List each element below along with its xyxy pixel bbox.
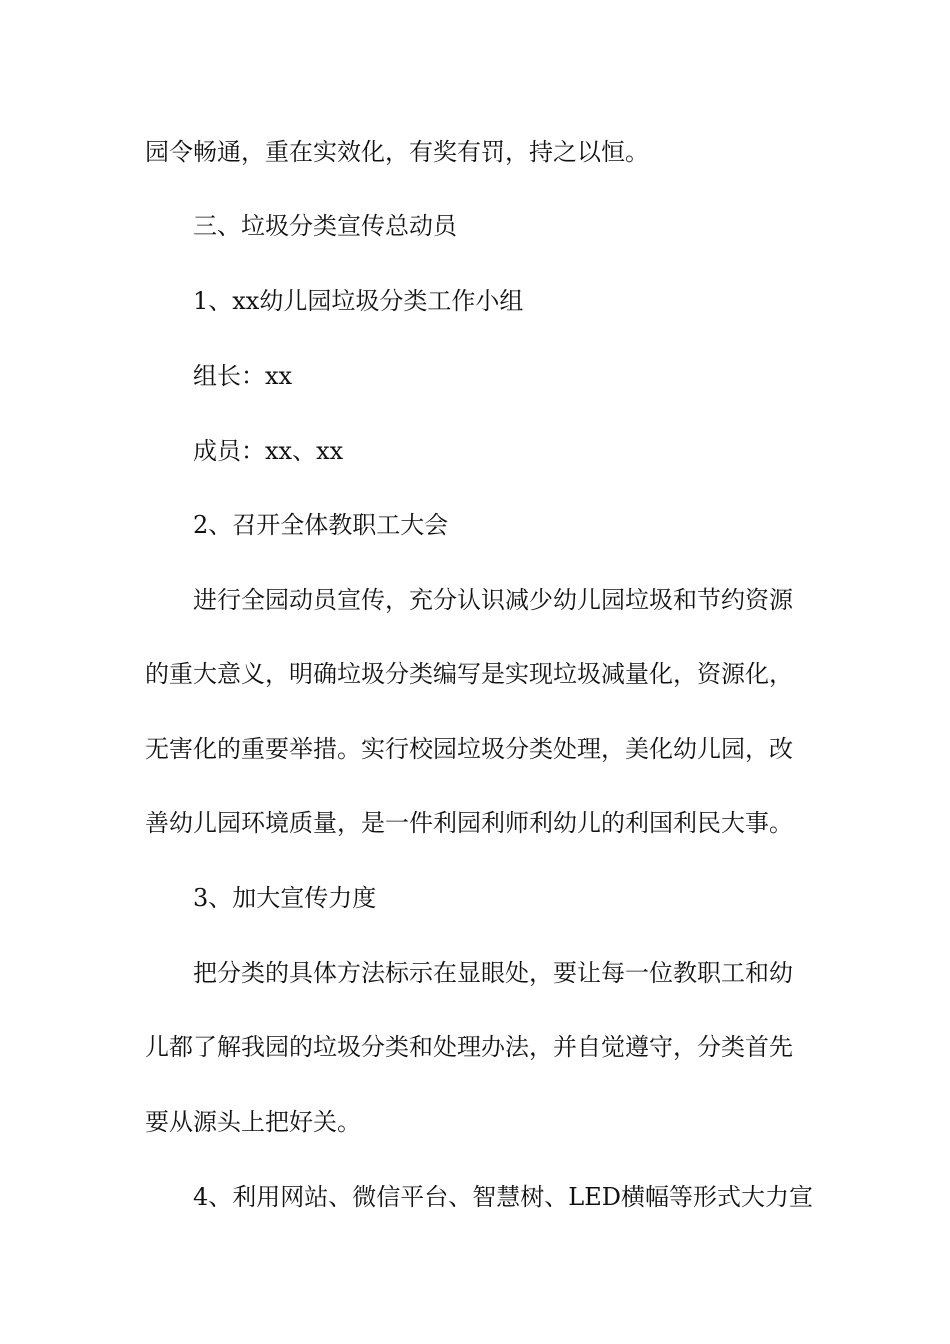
subsection-heading: 1、xx幼儿园垃圾分类工作小组 <box>193 287 524 315</box>
paragraph-line: 成员：xx、xx <box>193 437 344 465</box>
paragraph-line: 把分类的具体方法标示在显眼处，要让每一位教职工和幼 <box>193 959 793 987</box>
subsection-heading: 4、利用网站、微信平台、智慧树、LED横幅等形式大力宣 <box>193 1183 813 1211</box>
subsection-heading: 2、召开全体教职工大会 <box>193 511 449 539</box>
section-heading: 三、垃圾分类宣传总动员 <box>193 212 457 240</box>
paragraph-line: 的重大意义，明确垃圾分类编写是实现垃圾减量化，资源化， <box>145 660 793 688</box>
paragraph-line: 园令畅通，重在实效化，有奖有罚，持之以恒。 <box>145 138 649 166</box>
paragraph-line: 组长：xx <box>193 362 293 390</box>
paragraph-line: 要从源头上把好关。 <box>145 1108 361 1136</box>
subsection-heading: 3、加大宣传力度 <box>193 884 377 912</box>
paragraph-line: 儿都了解我园的垃圾分类和处理办法，并自觉遵守，分类首先 <box>145 1033 793 1061</box>
paragraph-line: 无害化的重要举措。实行校园垃圾分类处理，美化幼儿园，改 <box>145 735 793 763</box>
paragraph-line: 善幼儿园环境质量，是一件利园利师利幼儿的利国利民大事。 <box>145 809 793 837</box>
paragraph-line: 进行全园动员宣传，充分认识减少幼儿园垃圾和节约资源 <box>193 586 793 614</box>
